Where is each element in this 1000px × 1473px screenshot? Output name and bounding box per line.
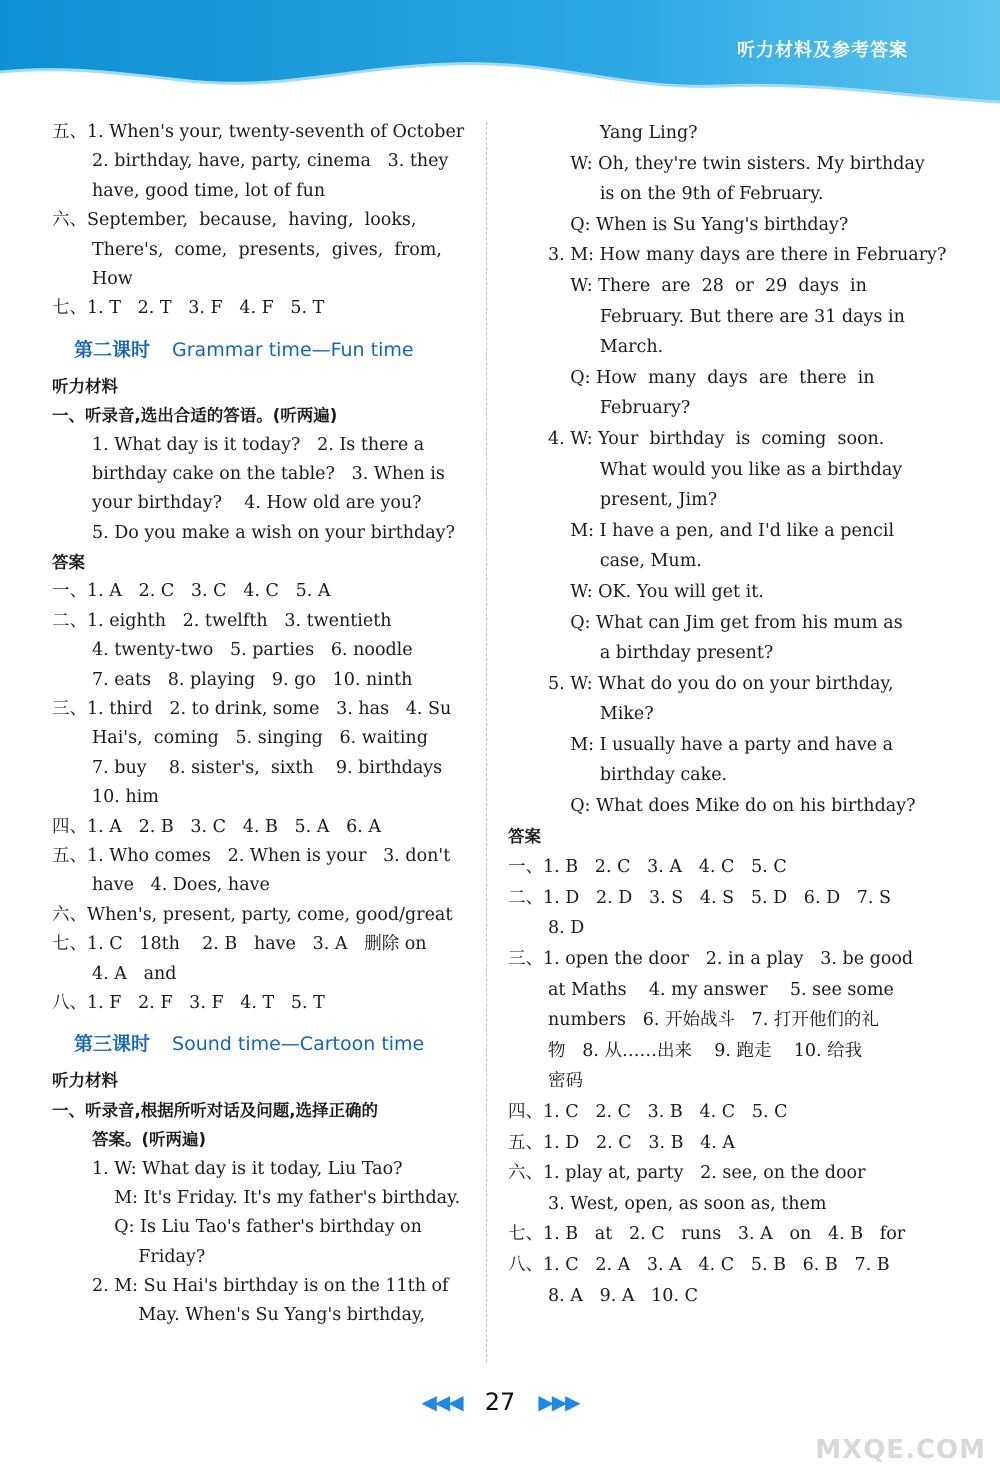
text-line: 三、1. third 2. to drink, some 3. has 4. Su	[52, 699, 452, 720]
column-divider	[486, 122, 487, 1362]
text-line: There's, come, presents, gives, from,	[92, 239, 442, 260]
text-line: 4. twenty-two 5. parties 6. noodle	[92, 640, 413, 661]
text-line: 四、1. A 2. B 3. C 4. B 5. A 6. A	[52, 816, 382, 837]
text-line: Q: What can Jim get from his mum as	[548, 612, 903, 633]
subheading: 听力材料	[52, 1071, 118, 1091]
text-line: 5. W: What do you do on your birthday,	[548, 673, 894, 694]
text-line: 五、1. D 2. C 3. B 4. A	[508, 1132, 736, 1153]
text-line: M: It's Friday. It's my father's birthday.	[92, 1187, 461, 1208]
text-line: 10. him	[92, 787, 159, 808]
text-line: 5. Do you make a wish on your birthday?	[92, 522, 455, 543]
prev-arrows-icon: ◀◀◀	[421, 1390, 462, 1414]
text-line: 2. birthday, have, party, cinema 3. they	[92, 151, 449, 172]
text-line: May. When's Su Yang's birthday,	[116, 1305, 426, 1326]
text-line: Mike?	[572, 704, 654, 725]
text-line: numbers 6. 开始战斗 7. 打开他们的礼	[548, 1010, 879, 1031]
subheading: 答案。(听两遍)	[92, 1130, 207, 1150]
text-line: 物 8. 从……出来 9. 跑走 10. 给我	[548, 1040, 863, 1061]
text-line: birthday cake.	[572, 765, 728, 786]
text-line: Q: How many days are there in	[548, 367, 875, 388]
text-line: 六、When's, present, party, come, good/great	[52, 904, 453, 925]
text-line: Yang Ling?	[572, 123, 698, 143]
text-line: have 4. Does, have	[92, 875, 270, 896]
page-footer	[0, 1388, 1000, 1416]
text-line: 三、1. open the door 2. in a play 3. be good	[508, 949, 914, 970]
text-line: February. But there are 31 days in	[572, 306, 905, 327]
text-line: your birthday? 4. How old are you?	[92, 493, 422, 514]
section-heading	[52, 1018, 468, 1066]
text-line: Q: Is Liu Tao's father's birthday on	[92, 1217, 422, 1238]
text-line: Hai's, coming 5. singing 6. waiting	[92, 728, 428, 749]
text-line: M: I have a pen, and I'd like a pencil	[548, 520, 895, 541]
section-title-cn: 第二课时	[74, 338, 151, 361]
text-line: 4. A and	[92, 963, 177, 984]
text-line: 五、1. When's your, twenty-seventh of October	[52, 122, 465, 142]
text-line: February?	[572, 398, 691, 419]
text-line: is on the 9th of February.	[572, 184, 824, 205]
watermark: MXQE.COM	[815, 1435, 986, 1465]
section-title-en: Grammar time—Fun time	[172, 338, 414, 361]
text-line: How	[92, 268, 133, 289]
text-line: 一、1. A 2. C 3. C 4. C 5. A	[52, 581, 331, 602]
text-line: W: Oh, they're twin sisters. My birthday	[548, 153, 925, 174]
text-line: 二、1. D 2. D 3. S 4. S 5. D 6. D 7. S	[508, 887, 892, 908]
text-line: 七、1. T 2. T 3. F 4. F 5. T	[52, 298, 325, 319]
section-heading	[52, 324, 468, 372]
text-line: What would you like as a birthday	[572, 459, 903, 480]
text-line: Friday?	[116, 1246, 206, 1267]
text-line: W: There are 28 or 29 days in	[548, 275, 867, 296]
text-line: 七、1. B at 2. C runs 3. A on 4. B for	[508, 1224, 906, 1245]
text-line: case, Mum.	[572, 551, 702, 572]
page-number: 27	[484, 1388, 516, 1416]
header-title: 听力材料及参考答案	[737, 40, 908, 61]
text-line: 六、September, because, having, looks,	[52, 210, 417, 231]
text-line: Q: What does Mike do on his birthday?	[548, 796, 916, 817]
text-line: 二、1. eighth 2. twelfth 3. twentieth	[52, 610, 392, 631]
text-line: 2. M: Su Hai's birthday is on the 11th of	[92, 1276, 449, 1297]
text-line: 四、1. C 2. C 3. B 4. C 5. C	[508, 1102, 788, 1122]
text-line: 密码	[548, 1071, 583, 1092]
subheading: 答案	[508, 826, 541, 846]
text-line: Q: When is Su Yang's birthday?	[548, 214, 849, 235]
text-line: 8. D	[548, 918, 585, 939]
subheading: 听力材料	[52, 376, 118, 396]
text-line: 七、1. C 18th 2. B have 3. A 删除 on	[52, 934, 427, 955]
text-line: 一、1. B 2. C 3. A 4. C 5. C	[508, 857, 787, 878]
text-line: 8. A 9. A 10. C	[548, 1285, 698, 1306]
text-line: 八、1. F 2. F 3. F 4. T 5. T	[52, 992, 325, 1013]
section-title-cn: 第三课时	[74, 1033, 151, 1056]
section-title-en: Sound time—Cartoon time	[172, 1033, 425, 1056]
text-line: 7. eats 8. playing 9. go 10. ninth	[92, 669, 413, 690]
text-line: 1. W: What day is it today, Liu Tao?	[92, 1158, 403, 1179]
text-line: present, Jim?	[572, 490, 718, 511]
subheading: 答案	[52, 553, 85, 573]
text-line: 1. What day is it today? 2. Is there a	[92, 434, 425, 455]
text-line: 4. W: Your birthday is coming soon.	[548, 428, 885, 449]
text-line: at Maths 4. my answer 5. see some	[548, 979, 894, 1000]
text-line: a birthday present?	[572, 643, 774, 664]
subheading: 一、听录音,选出合适的答语。(听两遍)	[52, 406, 338, 426]
text-line: 3. M: How many days are there in February?	[548, 245, 947, 266]
subheading: 一、听录音,根据所听对话及问题,选择正确的	[52, 1100, 379, 1120]
text-line: M: I usually have a party and have a	[548, 734, 894, 755]
text-line: have, good time, lot of fun	[92, 180, 326, 201]
text-line: 六、1. play at, party 2. see, on the door	[508, 1163, 866, 1184]
text-line: birthday cake on the table? 3. When is	[92, 463, 445, 484]
next-arrows-icon: ▶▶▶	[538, 1390, 579, 1414]
right-column	[508, 118, 947, 1311]
text-line: March.	[572, 337, 664, 358]
text-line: W: OK. You will get it.	[548, 581, 764, 602]
text-line: 八、1. C 2. A 3. A 4. C 5. B 6. B 7. B	[508, 1254, 890, 1275]
text-line: 五、1. Who comes 2. When is your 3. don't	[52, 845, 451, 866]
left-column	[52, 118, 468, 1331]
text-line: 7. buy 8. sister's, sixth 9. birthdays	[92, 757, 443, 778]
text-line: 3. West, open, as soon as, them	[548, 1193, 827, 1214]
